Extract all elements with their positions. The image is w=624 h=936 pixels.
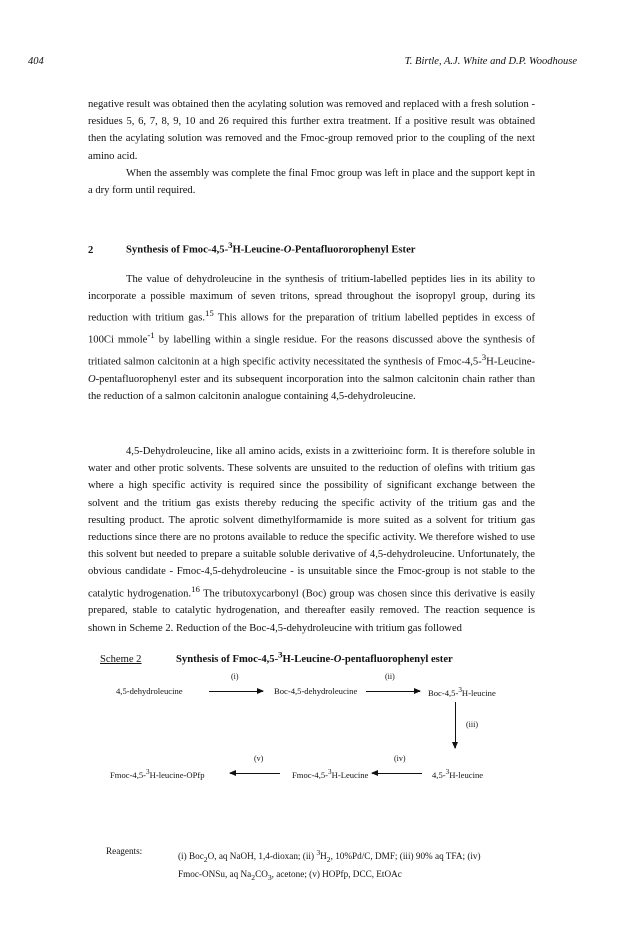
step-v-label: (v)	[254, 754, 264, 763]
page-number: 404	[28, 56, 44, 67]
step-i-label: (i)	[231, 672, 239, 681]
compound-boc-tritio-leucine: Boc-4,5-$^3$H-leucine	[428, 686, 496, 698]
arrow-step-ii	[366, 691, 420, 692]
arrow-step-i	[209, 691, 263, 692]
compound-dehydroleucine: 4,5-dehydroleucine	[116, 686, 183, 696]
section-number: 2	[88, 244, 94, 256]
citation-16: 16	[191, 583, 200, 594]
compound-fmoc-tritio-leucine-opfp: Fmoc-4,5-$^3$H-leucine-OPfp	[110, 768, 205, 780]
section-heading: 2 Synthesis of Fmoc-4,5-$^3$H-Leucine-O-Pentafluororophenyl Ester	[88, 240, 416, 256]
running-head: T. Birtle, A.J. White and D.P. Woodhouse	[404, 56, 577, 67]
citation-15: 15	[204, 308, 214, 319]
compound-tritio-leucine: 4,5-$^3$H-leucine	[432, 768, 484, 780]
compound-fmoc-tritio-leucine: Fmoc-4,5-$^3$H-Leucine	[292, 768, 369, 780]
paragraph-3: The value of dehydroleucine in the synthesis of tritium-labelled peptides lies in its ability to incorporate a possible maximum of seven tritons, spread throughout the isopropyl group, during its reduction with tritium gas.$^{15}$ This allows for the preparation of tritium labelled peptides in excess of 100Ci mmole$^{-1}$ by labelling within a single residue. For the reasons discussed above the synthesis of tritiated salmon calcitonin at a high specific activity necessitated the synthesis of Fmoc-4,5-$^3$H-Leucine-O-pentafluorophenyl ester and its subsequent incorporation into the salmon calcitonin chain rather than the reduction of a salmon calcitonin analogue containing 4,5-dehydroleucine.	[88, 274, 535, 402]
paragraph-4: 4,5-Dehydroleucine, like all amino acids, exists in a zwitterioinc form. It is therefore soluble in water and other protic solvents. These solvents are unsuited to the reduction of olefins with tritium gas where a high specific activity is required since the possibility of significant exchange between the solvent and the tritium gas exists thereby reducing the specific activity of the tritium gas and the resulting product. The aprotic solvent dimethylformamide is more suited as a solvent for tritium gas reductions since there are no protons available to reduce the specific activity. We therefore wished to use this solvent but needed to prepare a suitable soluble derivative of 4,5-dehydroleucine. Unfortunately, the obvious candidate - Fmoc-4,5-dehydroleucine - is unsuitable since the Fmoc-group is not stable to the catalytic hydrogenation.$^{16}$ The tributoxycarbonyl (Boc) group was chosen since this derivative is easily prepared, stable to catalytic hydrogenation, and thereafter easily removed. The reaction sequence is shown in Scheme 2. Reduction of the Boc-4,5-dehydroleucine with tritium gas followed	[88, 446, 536, 634]
paragraph-1: negative result was obtained then the acylating solution was removed and replaced with a fresh solution - residues 5, 6, 7, 8, 9, 10 and 26 required this further extra treatment. If a positive result was obtained then the acylating solution was removed and the Fmoc-group removed prior to the coupling of the next amino acid.	[88, 99, 535, 162]
step-ii-label: (ii)	[385, 672, 395, 681]
step-iv-label: (iv)	[394, 754, 406, 763]
arrow-step-iv	[372, 773, 422, 774]
arrow-step-iii	[455, 702, 456, 748]
reagents-text: (i) Boc$_2$O, aq NaOH, 1,4-dioxan; (ii) $^3H_2$, 10%Pd/C, DMF; (iii) 90% aq TFA; (iv) Fmoc-ONSu, aq $Na_2CO_3$, acetone; (v) HOPfp, DCC, EtOAc	[178, 848, 481, 882]
step-iii-label: (iii)	[466, 720, 478, 729]
scheme-label: Scheme 2	[100, 653, 142, 665]
scheme-title: Scheme 2 Synthesis of Fmoc-4,5-$^3$H-Leucine-O-pentafluorophenyl ester	[100, 649, 453, 665]
reagents-label: Reagents:	[106, 846, 143, 856]
paragraph-2: When the assembly was complete the final Fmoc group was left in place and the support kept in a dry form until required.	[88, 168, 535, 197]
arrow-step-v	[230, 773, 280, 774]
compound-boc-dehydroleucine: Boc-4,5-dehydroleucine	[274, 686, 358, 696]
